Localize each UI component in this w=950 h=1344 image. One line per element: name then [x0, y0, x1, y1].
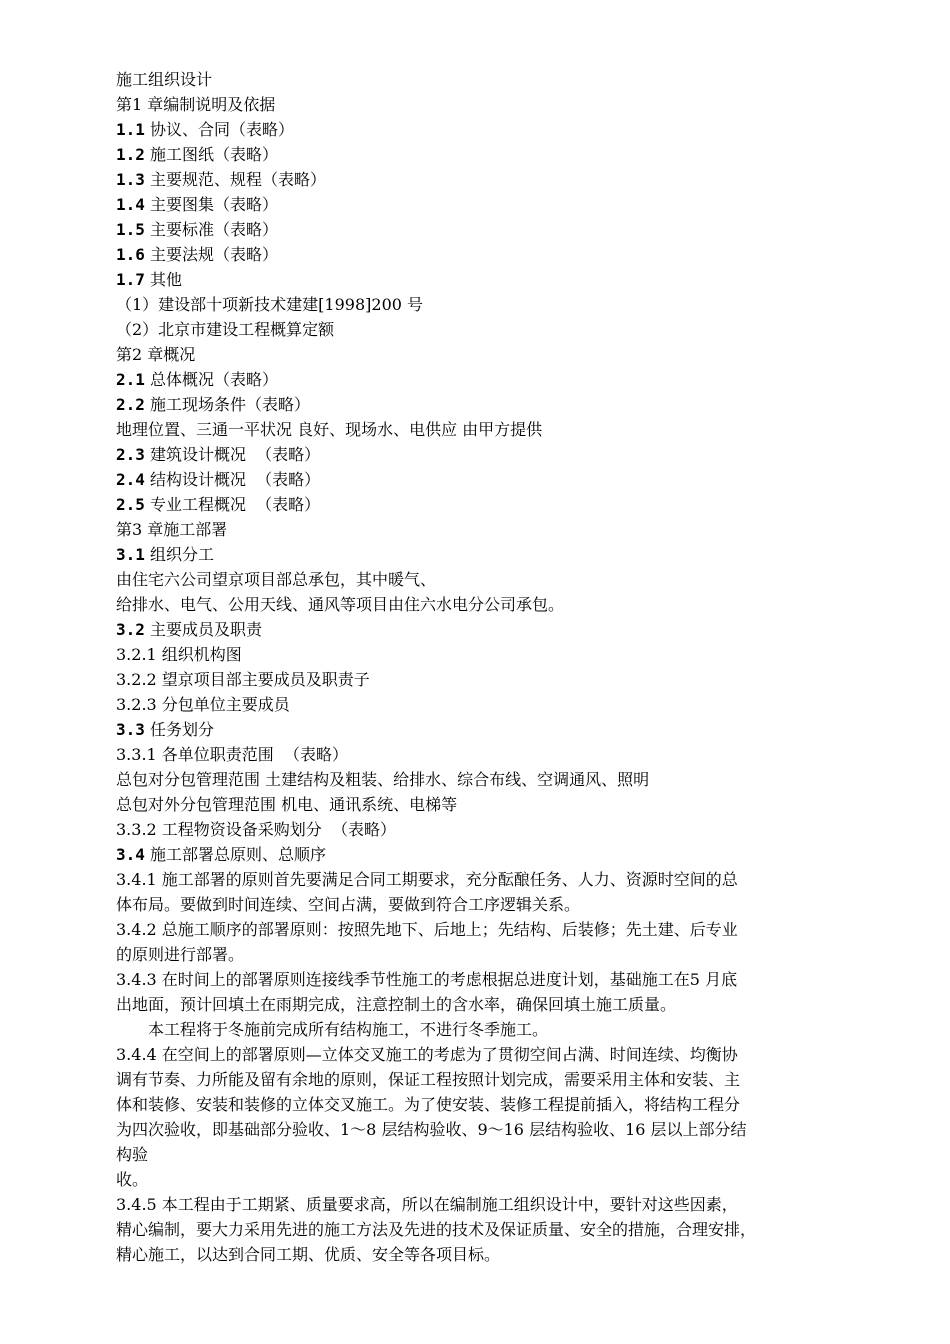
section-number: 3.2	[116, 620, 145, 639]
section-text: 施工图纸（表略）	[144, 145, 278, 164]
paragraph-3-4-4-line-6: 收。	[116, 1170, 149, 1189]
scope-text-2: 总包对外分包管理范围 机电、通讯系统、电梯等	[116, 795, 458, 814]
section-3-4	[116, 842, 870, 867]
section-2-2	[116, 392, 870, 417]
paragraph-3-4-5-line-2: 精心编制，要大力采用先进的施工方法及先进的技术及保证质量、安全的措施，合理安排，	[116, 1220, 757, 1239]
organization-text-1: 由住宅六公司望京项目部总承包，其中暖气、	[116, 570, 437, 589]
section-number: 3.1	[116, 545, 145, 564]
section-1-1	[116, 117, 870, 142]
chapter-2-heading: 第2 章概况	[116, 345, 196, 364]
section-text: 任务划分	[144, 720, 214, 739]
section-3-1	[116, 542, 870, 567]
list-item-1: （1）建设部十项新技术建建[1998]200 号	[116, 295, 424, 314]
section-text: 施工部署总原则、总顺序	[144, 845, 326, 864]
paragraph-3-4-4-line-2: 调有节奏、力所能及留有余地的原则，保证工程按照计划完成，需要采用主体和安装、主	[116, 1070, 741, 1089]
section-number: 1.7	[116, 270, 145, 289]
document-title: 施工组织设计	[116, 70, 213, 89]
section-1-2	[116, 142, 870, 167]
section-text: 组织分工	[144, 545, 214, 564]
site-conditions-text: 地理位置、三通一平状况 良好、现场水、电供应 由甲方提供	[116, 420, 543, 439]
section-number: 1.1	[116, 120, 145, 139]
section-1-7	[116, 267, 870, 292]
document-page	[116, 67, 870, 1267]
section-number: 2.5	[116, 495, 145, 514]
subsection-3-2-2: 3.2.2 望京项目部主要成员及职责子	[116, 670, 370, 689]
section-number: 1.2	[116, 145, 145, 164]
section-text: 主要图集（表略）	[144, 195, 278, 214]
section-3-3	[116, 717, 870, 742]
section-text: 主要规范、规程（表略）	[144, 170, 326, 189]
section-number: 2.2	[116, 395, 145, 414]
section-text: 专业工程概况 （表略）	[144, 495, 321, 514]
section-number: 3.3	[116, 720, 145, 739]
section-text: 结构设计概况 （表略）	[144, 470, 321, 489]
section-number: 1.5	[116, 220, 145, 239]
section-number: 2.1	[116, 370, 145, 389]
section-number: 3.4	[116, 845, 145, 864]
section-1-5	[116, 217, 870, 242]
section-text: 协议、合同（表略）	[144, 120, 294, 139]
section-text: 主要标准（表略）	[144, 220, 278, 239]
section-number: 2.3	[116, 445, 145, 464]
chapter-3-heading: 第3 章施工部署	[116, 520, 228, 539]
subsection-3-3-1: 3.3.1 各单位职责范围 （表略）	[116, 745, 348, 764]
section-3-2	[116, 617, 870, 642]
subsection-3-2-1: 3.2.1 组织机构图	[116, 645, 242, 664]
scope-text-1: 总包对分包管理范围 土建结构及粗装、给排水、综合布线、空调通风、照明	[116, 770, 650, 789]
subsection-3-3-2: 3.3.2 工程物资设备采购划分 （表略）	[116, 820, 396, 839]
section-2-4	[116, 467, 870, 492]
paragraph-3-4-5-line-1: 3.4.5 本工程由于工期紧、质量要求高，所以在编制施工组织设计中，要针对这些因素，	[116, 1195, 738, 1214]
section-text: 施工现场条件（表略）	[144, 395, 310, 414]
section-2-1	[116, 367, 870, 392]
paragraph-3-4-3-line-2: 出地面，预计回填土在雨期完成，注意控制土的含水率，确保回填土施工质量。	[116, 995, 677, 1014]
section-text: 建筑设计概况 （表略）	[144, 445, 321, 464]
section-text: 主要成员及职责	[144, 620, 262, 639]
section-2-5	[116, 492, 870, 517]
organization-text-2: 给排水、电气、公用天线、通风等项目由住六水电分公司承包。	[116, 595, 565, 614]
paragraph-3-4-4-line-4: 为四次验收，即基础部分验收、1～8 层结构验收、9～16 层结构验收、16 层以上部分结	[116, 1120, 747, 1139]
section-number: 1.3	[116, 170, 145, 189]
section-number: 1.4	[116, 195, 145, 214]
section-1-3	[116, 167, 870, 192]
paragraph-3-4-4-line-1: 3.4.4 在空间上的部署原则—立体交叉施工的考虑为了贯彻空间占满、时间连续、均衡协	[116, 1045, 738, 1064]
section-2-3	[116, 442, 870, 467]
list-item-2: （2）北京市建设工程概算定额	[116, 320, 335, 339]
paragraph-3-4-5-line-3: 精心施工，以达到合同工期、优质、安全等各项目标。	[116, 1245, 501, 1264]
paragraph-3-4-2-line-1: 3.4.2 总施工顺序的部署原则：按照先地下、后地上；先结构、后装修；先土建、后专业	[116, 920, 738, 939]
paragraph-3-4-3-line-1: 3.4.3 在时间上的部署原则连接线季节性施工的考虑根据总进度计划，基础施工在5 月底	[116, 970, 738, 989]
paragraph-3-4-4-line-5: 构验	[116, 1145, 149, 1164]
winter-construction-note: 本工程将于冬施前完成所有结构施工，不进行冬季施工。	[148, 1020, 549, 1039]
section-1-4	[116, 192, 870, 217]
section-text: 总体概况（表略）	[144, 370, 278, 389]
section-1-6	[116, 242, 870, 267]
chapter-1-heading: 第1 章编制说明及依据	[116, 95, 276, 114]
paragraph-3-4-2-line-2: 的原则进行部署。	[116, 945, 245, 964]
paragraph-3-4-4-line-3: 体和装修、安装和装修的立体交叉施工。为了使安装、装修工程提前插入，将结构工程分	[116, 1095, 741, 1114]
section-number: 2.4	[116, 470, 145, 489]
paragraph-3-4-1-line-2: 体布局。要做到时间连续、空间占满，要做到符合工序逻辑关系。	[116, 895, 581, 914]
subsection-3-2-3: 3.2.3 分包单位主要成员	[116, 695, 290, 714]
section-number: 1.6	[116, 245, 145, 264]
section-text: 主要法规（表略）	[144, 245, 278, 264]
paragraph-3-4-1-line-1: 3.4.1 施工部署的原则首先要满足合同工期要求，充分酝酿任务、人力、资源时空间的总	[116, 870, 738, 889]
section-text: 其他	[144, 270, 182, 289]
